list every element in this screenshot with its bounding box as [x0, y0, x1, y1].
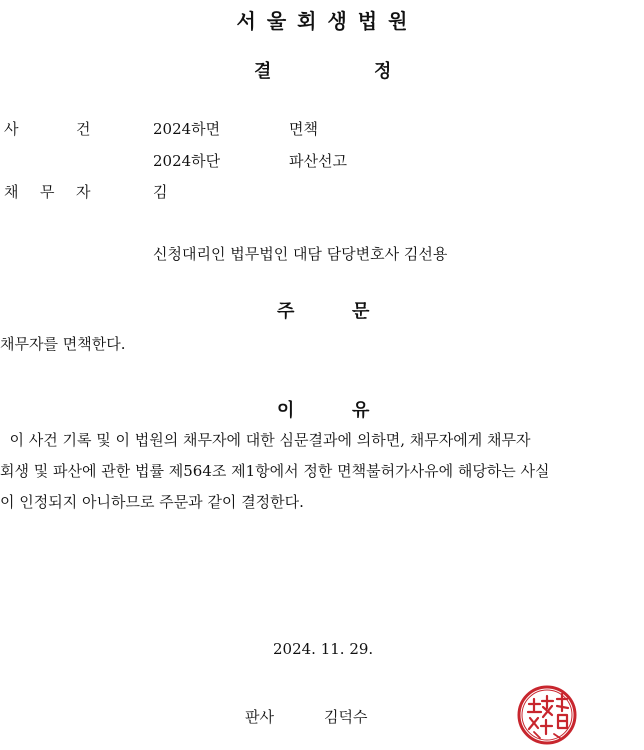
case-type-1: 면책 — [289, 120, 318, 138]
case-label-2: 건 — [76, 120, 91, 138]
case-number-1: 2024하면 — [153, 120, 221, 138]
reason-line-2: 회생 및 파산에 관한 법률 제564조 제1항에서 정한 면책불허가사유에 해당하는 사실 — [0, 462, 550, 480]
reason-line-1: 이 사건 기록 및 이 법원의 채무자에 대한 심문결과에 의하면, 채무자에게 채무자 — [0, 431, 531, 449]
judge-name: 김덕수 — [324, 708, 368, 726]
case-number-2: 2024하단 — [153, 152, 221, 170]
debtor-label-1: 채 — [4, 183, 19, 201]
representative: 신청대리인 법무법인 대담 담당변호사 김선용 — [153, 245, 448, 263]
document-type-right: 정 — [374, 61, 392, 82]
debtor-label-3: 자 — [76, 183, 91, 201]
court-name: 서울회생법원 — [236, 9, 419, 33]
reason-heading-left: 이 — [277, 400, 295, 421]
order-heading-right: 문 — [352, 301, 370, 322]
order-heading-left: 주 — [277, 301, 295, 322]
debtor-label-2: 무 — [40, 183, 55, 201]
court-seal-icon — [516, 684, 578, 746]
debtor-name: 김 — [153, 183, 168, 201]
decision-date: 2024. 11. 29. — [273, 640, 374, 658]
document-type-left: 결 — [254, 61, 272, 82]
order-text: 채무자를 면책한다. — [0, 335, 126, 353]
case-type-2: 파산선고 — [289, 152, 347, 170]
reason-heading-right: 유 — [352, 400, 370, 421]
reason-line-3: 이 인정되지 아니하므로 주문과 같이 결정한다. — [0, 493, 304, 511]
case-label-1: 사 — [4, 120, 19, 138]
judge-title: 판사 — [245, 708, 274, 726]
